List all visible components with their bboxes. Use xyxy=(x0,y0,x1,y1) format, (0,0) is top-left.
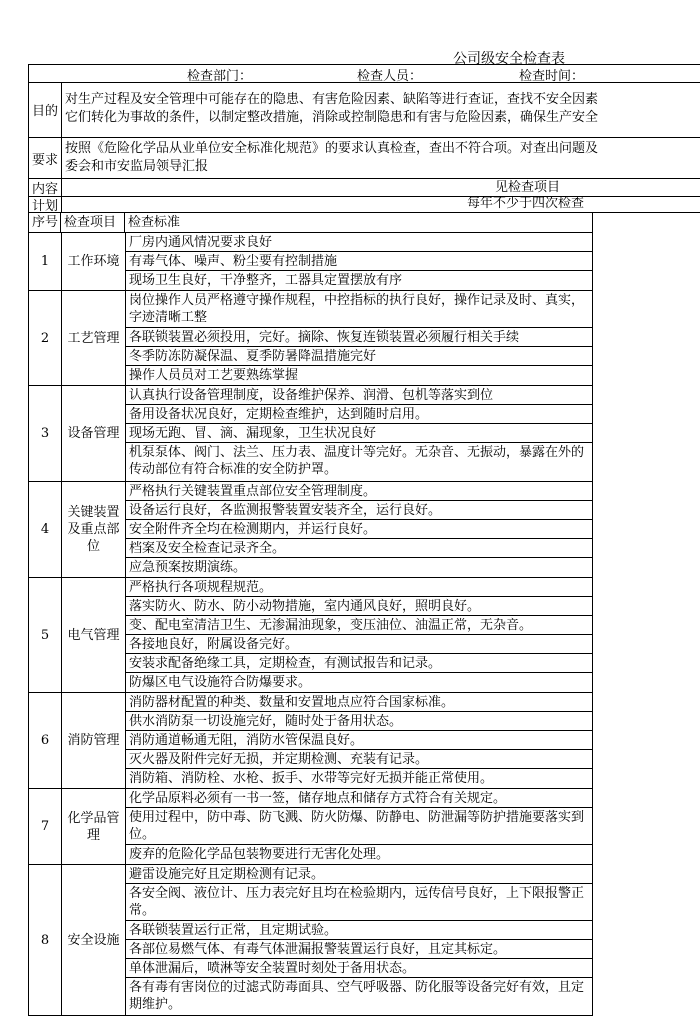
plan-label: 计划 xyxy=(29,196,62,212)
section-row xyxy=(29,386,593,482)
inspection-info-row xyxy=(28,64,700,83)
standard-item: 岗位操作人员严格遵守操作规程，中控指标的执行良好，操作记录及时、真实，字迹清晰工整 xyxy=(126,291,592,328)
purpose-text-line2: 它们转化为事故的条件，以制定整改措施，消除或控制隐患和有害与危险因素，确保生产安全 xyxy=(65,110,599,125)
header-no: 序号 xyxy=(29,213,61,232)
section-item: 设备管理 xyxy=(62,386,126,481)
section-row xyxy=(29,291,593,386)
section-item: 工艺管理 xyxy=(62,291,126,385)
section-row xyxy=(29,865,593,1016)
section-number: 4 xyxy=(29,482,62,577)
standard-item: 各接地良好，附属设备完好。 xyxy=(126,635,592,654)
content-row xyxy=(28,179,700,197)
requirement-text-line1: 按照《危险化学品从业单位安全标准化规范》的要求认真检查，查出不符合项。对查出问题及 xyxy=(65,141,599,156)
inspectors-label: 检查人员： xyxy=(357,69,423,84)
table-body xyxy=(29,233,593,1016)
section-item: 电气管理 xyxy=(62,578,126,692)
standard-item: 认真执行设备管理制度，设备维护保养、润滑、包机等落实到位 xyxy=(126,386,592,405)
section-standards xyxy=(126,693,593,788)
standard-item: 消防器材配置的种类、数量和安置地点应符合国家标准。 xyxy=(126,693,592,712)
standard-item: 档案及安全检查记录齐全。 xyxy=(126,539,592,558)
section-number: 1 xyxy=(29,233,62,290)
purpose-text-line1: 对生产过程及安全管理中可能存在的隐患、有害危险因素、缺陷等进行查证，查找不安全因素 xyxy=(65,92,599,107)
standard-item: 消防箱、消防栓、水枪、扳手、水带等完好无损并能正常使用。 xyxy=(129,771,494,786)
requirement-row xyxy=(28,138,700,179)
standard-item: 各有毒有害岗位的过滤式防毒面具、空气呼吸器、防化服等设备完好有效，且定期维护。 xyxy=(129,980,585,1012)
section-item: 化学品管理 xyxy=(62,789,126,864)
standard-item: 落实防火、防水、防小动物措施，室内通风良好，照明良好。 xyxy=(126,597,592,616)
section-row xyxy=(29,693,593,789)
standard-item: 灭火器及附件完好无损，并定期检测、充装有记录。 xyxy=(126,750,592,769)
standard-item: 现场无跑、冒、滴、漏现象，卫生状况良好 xyxy=(126,424,592,443)
section-item: 消防管理 xyxy=(62,693,126,788)
standard-item: 单体泄漏后，喷淋等安全装置时刻处于备用状态。 xyxy=(126,959,592,978)
purpose-row xyxy=(28,82,700,138)
standard-item: 冬季防冻防凝保温、夏季防暑降温措施完好 xyxy=(126,347,592,366)
standard-item: 变、配电室清洁卫生、无渗漏油现象，变压油位、油温正常，无杂音。 xyxy=(126,616,592,635)
standard-item: 厂房内通风情况要求良好 xyxy=(126,233,592,252)
standard-item: 防爆区电气设施符合防爆要求。 xyxy=(129,675,312,690)
standard-item: 有毒气体、噪声、粉尘要有控制措施 xyxy=(126,252,592,271)
standard-item: 备用设备状况良好，定期检查维护，达到随时启用。 xyxy=(126,405,592,424)
section-standards xyxy=(126,482,593,577)
purpose-label: 目的 xyxy=(29,82,62,137)
standard-item: 使用过程中，防中毒、防飞溅、防火防爆、防静电、防泄漏等防护措施要落实到位。 xyxy=(126,808,592,845)
standard-item: 操作人员员对工艺要熟练掌握 xyxy=(129,368,299,383)
header-item: 检查项目 xyxy=(61,213,125,232)
standard-item: 严格执行各项规程规范。 xyxy=(126,578,592,597)
standard-item: 消防通道畅通无阻，消防水管保温良好。 xyxy=(126,731,592,750)
requirement-text-line2: 委会和市安监局领导汇报 xyxy=(65,159,209,174)
section-item: 关键装置及重点部位 xyxy=(62,482,126,577)
section-number: 5 xyxy=(29,578,62,692)
section-number: 8 xyxy=(29,865,62,1015)
section-number: 3 xyxy=(29,386,62,481)
section-number: 2 xyxy=(29,291,62,385)
department-label: 检查部门： xyxy=(187,69,253,84)
inspection-table xyxy=(28,212,593,1016)
standard-item: 应急预案按期演练。 xyxy=(129,560,247,575)
requirement-label: 要求 xyxy=(29,138,62,178)
time-label: 检查时间： xyxy=(519,69,585,84)
section-row xyxy=(29,789,593,865)
standard-item: 化学品原料必须有一书一签，储存地点和储存方式符合有关规定。 xyxy=(126,789,592,808)
standard-item: 严格执行关键装置重点部位安全管理制度。 xyxy=(126,482,592,501)
standard-item: 废弃的危险化学品包装物要进行无害化处理。 xyxy=(129,847,390,862)
standard-item: 机泵泵体、阀门、法兰、压力表、温度计等完好。无杂音、无振动，暴露在外的传动部位有符合标准的安全防护罩。 xyxy=(129,445,585,477)
page-title: 公司级安全检查表 xyxy=(453,51,565,67)
standard-item: 安装求配备绝缘工具，定期检查，有测试报告和记录。 xyxy=(126,654,592,673)
content-label: 内容 xyxy=(29,179,62,196)
section-standards xyxy=(126,789,593,864)
section-standards xyxy=(126,578,593,692)
standard-item: 各联锁装置必须投用，完好。摘除、恢复连锁装置必须履行相关手续 xyxy=(126,328,592,347)
table-header-row xyxy=(29,213,593,233)
content-value: 见检查项目 xyxy=(495,180,561,195)
standard-item: 各安全阀、液位计、压力表完好且均在检验期内，远传信号良好，上下限报警正常。 xyxy=(126,884,592,921)
section-number: 6 xyxy=(29,693,62,788)
plan-value: 每年不少于四次检查 xyxy=(467,196,585,211)
standard-item: 现场卫生良好，干净整齐，工器具定置摆放有序 xyxy=(129,273,403,288)
section-standards xyxy=(126,291,593,385)
section-item: 工作环境 xyxy=(62,233,126,290)
standard-item: 设备运行良好，各监测报警装置安装齐全，运行良好。 xyxy=(126,501,592,520)
section-row xyxy=(29,578,593,693)
section-standards xyxy=(126,386,593,481)
section-row xyxy=(29,233,593,291)
section-item: 安全设施 xyxy=(62,865,126,1015)
standard-item: 安全附件齐全均在检测期内，并运行良好。 xyxy=(126,520,592,539)
standard-item: 避雷设施完好且定期检测有记录。 xyxy=(126,865,592,884)
section-standards xyxy=(126,865,593,1015)
section-standards xyxy=(126,233,593,290)
standard-item: 各部位易燃气体、有毒气体泄漏报警装置运行良好，且定其标定。 xyxy=(126,940,592,959)
standard-item: 各联锁装置运行正常，且定期试验。 xyxy=(126,921,592,940)
plan-row xyxy=(28,196,700,213)
header-standard: 检查标准 xyxy=(125,213,593,232)
section-row xyxy=(29,482,593,578)
section-number: 7 xyxy=(29,789,62,864)
standard-item: 供水消防泵一切设施完好，随时处于备用状态。 xyxy=(126,712,592,731)
